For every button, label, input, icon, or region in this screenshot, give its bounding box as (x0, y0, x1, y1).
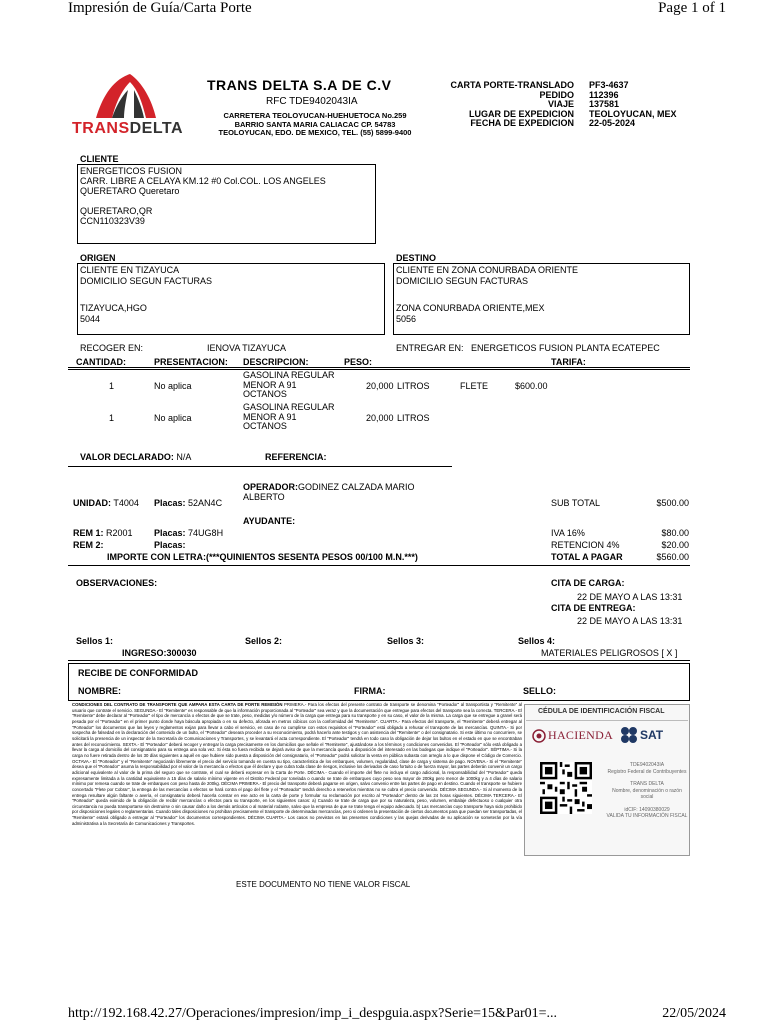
total-label: TOTAL A PAGAR (551, 552, 623, 562)
item-importe: $600.00 (515, 381, 548, 391)
importe-letra: IMPORTE CON LETRA:(***QUINIENTOS SESENTA PESOS 00/100 M.N.***) (107, 552, 418, 562)
firma-label: FIRMA: (354, 686, 386, 696)
print-title: Impresión de Guía/Carta Porte (68, 0, 252, 16)
sellos-3: Sellos 3: (387, 636, 425, 646)
header-label: LUGAR DE EXPEDICION (468, 108, 574, 119)
cedula-denominacion: Nombre, denominación o razón social (612, 787, 682, 800)
cedula-nombre: TRANS DELTA (630, 781, 664, 787)
cedula-title: CÉDULA DE IDENTIFICACIÓN FISCAL (538, 708, 665, 715)
item-unidad: LITROS (397, 413, 430, 423)
rem2-placas-label: Placas: (154, 540, 186, 550)
valor-rule (68, 466, 452, 467)
header-value: PF3-4637 (589, 80, 629, 90)
transdelta-logo (72, 72, 190, 138)
header-label: FECHA DE EXPEDICION (470, 118, 574, 128)
cedula-rfc: TDE9402043IA (629, 762, 665, 768)
header-label: CARTA PORTE-TRANSLADO (450, 80, 574, 90)
entregar-label: ENTREGAR EN: (396, 343, 464, 353)
importe-rule (68, 565, 690, 566)
sellos-4: Sellos 4: (518, 636, 556, 646)
cliente-lines: ENERGETICOS FUSION CARR. LIBRE A CELAYA KM.12 #0 Col.COL. LOS ANGELES QUERETARO Queretaro QUERETARO,QR CCN110323V39 (80, 166, 326, 226)
origen-label: ORIGEN (80, 253, 116, 263)
col-peso: PESO: (344, 357, 373, 367)
ayudante-label: AYUDANTE: (243, 516, 296, 526)
ingreso: INGRESO:300030 (122, 648, 197, 658)
sellos-1: Sellos 1: (76, 636, 114, 646)
sellos-2: Sellos 2: (245, 636, 283, 646)
col-presentacion: PRESENTACION: (154, 357, 228, 367)
item-peso: 20,000 (366, 381, 394, 391)
nombre-label: NOMBRE: (78, 686, 121, 696)
sello-label: SELLO: (523, 686, 556, 696)
header-info-values (589, 81, 677, 129)
company-rfc: RFC TDE9402043IA (266, 96, 358, 107)
logo-delta-icon (72, 72, 190, 120)
operador: OPERADOR:GODINEZ CALZADA MARIO ALBERTO (243, 482, 415, 502)
referencia-label: REFERENCIA: (265, 452, 327, 462)
origen-lines: CLIENTE EN TIZAYUCA DOMICILIO SEGUN FACTURAS TIZAYUCA,HGO 5044 (80, 265, 213, 324)
company-address: CARRETERA TEOLOYUCAN-HUEHUETOCA No.259 BARRIO SANTA MARIA CALIACAC CP. 54783 TEOLOYUCAN, EDO. DE MEXICO, TEL. (55) 5899-9400 (218, 111, 412, 137)
item-presentacion: No aplica (154, 381, 192, 391)
sat-icon (620, 726, 638, 744)
recoger-label: RECOGER EN: (80, 343, 144, 353)
header-label: VIAJE (547, 99, 574, 109)
company-name: TRANS DELTA S.A DE C.V (207, 77, 392, 93)
hacienda-logo: HACIENDA (532, 725, 610, 749)
no-valor-fiscal: ESTE DOCUMENTO NO TIENE VALOR FISCAL (236, 880, 411, 889)
cedula-valida: VALIDA TU INFORMACIÓN FISCAL (606, 813, 688, 819)
header-label: PEDIDO (539, 89, 574, 100)
subtotal-label: SUB TOTAL (551, 498, 601, 508)
unidad-placas: Placas: 52AN4C (154, 498, 223, 508)
destino-label: DESTINO (396, 253, 437, 263)
cliente-label: CLIENTE (80, 154, 119, 164)
hacienda-eagle-icon (532, 727, 546, 745)
header-value: 22-05-2024 (589, 118, 636, 128)
retencion-label: RETENCION 4% (551, 540, 620, 550)
conditions-text: CONDICIONES DEL CONTRATO DE TRANSPORTE QUE AMPARA ESTA CARTA DE PORTE REMISIÓN PRIMERA.- Para los efectos del presente contrato de transporte se denomina "Porteador" al transportista y "Remitente" al usuario que contrate el servicio. SEGUNDA.- El "Remitente" es responsable de que la información proporcionada al "Porteador" sea veraz y que la documentación que entregue para efectos del transporte sea la correcta. TERCERA.- El "Remitente" debe declarar al "Porteador" el tipo de mercancía o efectos de que se trate, peso, medidas y/o número de la carga que entrega para su transporte y en su caso, el valor de la misma. La carga que se entregue a granel será pesada por el "Porteador" en el primer punto donde haya báscula apropiada o en su defecto, aforada en metros cúbicos con la conformidad del "Remitente". CUARTA.- Para efectos del transporte, el "Remitente" deberá entregar al "Porteador" los documentos que las leyes y reglamentos exijan para llevar a cabo el servicio, en caso de no cumplirse con estos requisitos el "Porteador" está obligado a rehusar el transporte de las mercancías. QUINTA.- Si por sospecha de falsedad en la declaración del contenido de un bulto, el "Porteador" deseara proceder a su reconocimiento, podrá hacerlo ante testigos y con asistencia del "Remitente" o del consignatario. Si este último no concurriere, se solicitará la presencia de un inspector de la Secretaría de Comunicaciones y Transportes, y se levantará el acta correspondiente. El "Porteador" tendrá en todo caso la obligación de dejar los bultos en el estado en que se encontraban antes del reconocimiento. SEXTA.- El "Porteador" deberá recoger y entregar la carga precisamente en los domicilios que señale el "Remitente", ajustándose a los términos y condiciones convenidos. El "Porteador" sólo está obligado a llevar la carga al domicilio del consignatario para su entrega una sola vez. Si ésta no fuera recibida se dejará aviso de que la mercancía queda a disposición del interesado en las bodegas que indique el "Porteador". SÉPTIMA.- Si la carga no fuere retirada dentro de los 30 días siguientes a aquél en que hubiere sido puesta a disposición del consignatario, el "Porteador" podrá solicitar la venta en pública subasta con arreglo a lo que dispone el Código de Comercio. OCTAVA.- El "Porteador" y el "Remitente" negociarán libremente el precio del servicio tomando en cuenta su tipo, característica de los embarques, volumen, regularidad, clase de carga y sistema de pago. NOVENA.- Si el "Remitente" desea que el "Porteador" asuma la responsabilidad por el valor de la mercancía o efectos que él declare y que cubra toda clase de riesgos, inclusive los derivados de caso fortuito o de fuerza mayor, las partes deberán convenir un cargo adicional equivalente al valor de la prima del seguro que se contrate, el cual se deberá expresar en la Carta de Porte. DÉCIMA.- Cuando el importe del flete no incluya el cargo adicional, la responsabilidad del "Porteador" queda expresamente limitada a la cantidad equivalente a 15 días de salario mínimo vigente en el Distrito Federal por tonelada o cuando se trate de embarques cuyo peso sea mayor de 200kg pero menor de 1000kg y a 4 días de salario mínimo por remesa cuando se trate de embarques con peso hasta de 200kg. DÉCIMA PRIMERA.- El precio del transporte deberá pagarse en origen, salvo convenio entre las partes de pago en destino. Cuando el transporte se hubiere concertado "Flete por Cobrar", la entrega de las mercancías o efectos se hará contra el pago del flete y el "Porteador" tendrá derecho a retenerlos mientras no se cubra el precio convenido. DÉCIMA SEGUNDA.- Si al momento de la entrega resultare algún faltante o avería, el consignatario deberá hacerla constar en ese acto en la carta de porte y formular su reclamación por escrito al "Porteador" dentro de las 24 horas siguientes. DÉCIMA TERCERA.- El "Porteador" queda eximido de la obligación de recibir mercancías o efectos para su transporte, en los siguientes casos: a) Cuando se trate de carga que por su naturaleza, peso, volumen, embalaje defectuoso o cualquier otra circunstancia no pueda transportarse sin destruirse o sin causar daño a los demás artículos o al material rodante, salvo que la empresa de que se trate tenga el equipo adecuado. b) Las mercancías cuyo transporte haya sido prohibido por disposiciones legales o reglamentarias. Cuando tales disposiciones no prohiban precisamente el transporte de determinadas mercancías, pero si ordenen la presentación de ciertos documentos para que puedan ser transportadas, el "Remitente" estará obligado a entregar al "Porteador" los documentos correspondientes. DÉCIMA CUARTA.- Los casos no previstos en las presentes condiciones y las quejas derivadas de su aplicación se someterán por la vía administrativa a la Secretaría de Comunicaciones y Transportes. (72, 702, 522, 826)
item-descripcion: GASOLINA REGULAR MENOR A 91 OCTANOS (243, 402, 335, 431)
cita-entrega-value: 22 DE MAYO A LAS 13:31 (577, 616, 683, 626)
entregar-value: ENERGETICOS FUSION PLANTA ECATEPEC (471, 343, 660, 353)
col-descripcion: DESCRIPCION: (243, 357, 309, 367)
recoger-value: IENOVA TIZAYUCA (207, 343, 287, 353)
print-page-count: Page 1 of 1 (658, 0, 726, 16)
cedula-details (606, 762, 688, 820)
items-header-rule (68, 367, 690, 368)
rem1-placas: Placas: 74UG8H (154, 528, 224, 538)
item-concepto: FLETE (460, 381, 489, 391)
destino-lines: CLIENTE EN ZONA CONURBADA ORIENTE DOMICILIO SEGUN FACTURAS ZONA CONURBADA ORIENTE,MEX 5056 (396, 265, 579, 324)
materiales-peligrosos: MATERIALES PELIGROSOS [ X ] (541, 648, 678, 658)
rem1-row: REM 1: R2001 (73, 528, 133, 538)
item-cantidad: 1 (109, 413, 115, 423)
cita-carga-label: CITA DE CARGA: (551, 578, 625, 588)
unidad-row: UNIDAD: T4004 (73, 498, 139, 508)
cedula-registro: Registro Federal de Contribuyentes (607, 768, 687, 775)
cedula-idcif: idCIF: 14090380029 (624, 806, 670, 813)
observaciones-label: OBSERVACIONES: (76, 578, 158, 588)
valor-declarado: VALOR DECLARADO: N/A (80, 452, 192, 462)
subtotal-value: $500.00 (656, 498, 689, 508)
item-unidad: LITROS (397, 381, 430, 391)
logo-text-delta: DELTA (129, 120, 184, 137)
iva-label: IVA 16% (551, 528, 585, 538)
item-descripcion: GASOLINA REGULAR MENOR A 91 OCTANOS (243, 370, 335, 399)
item-presentacion: No aplica (154, 413, 192, 423)
header-info-labels (440, 81, 574, 129)
qr-code-icon (540, 762, 592, 814)
header-value: 137581 (589, 99, 620, 109)
logo-text-trans: TRANS (72, 120, 130, 137)
cedula-rule (526, 720, 688, 721)
col-cantidad: CANTIDAD: (76, 357, 126, 367)
col-tarifa: TARIFA: (551, 357, 586, 367)
sellos-rule (68, 660, 690, 661)
item-cantidad: 1 (109, 381, 115, 391)
header-value: 112396 (589, 89, 619, 100)
iva-value: $80.00 (661, 528, 689, 538)
retencion-value: $20.00 (661, 540, 689, 550)
conformidad-label: RECIBE DE CONFORMIDAD (78, 668, 199, 678)
item-peso: 20,000 (366, 413, 394, 423)
print-date: 22/05/2024 (662, 1006, 726, 1021)
sat-logo: SAT (620, 726, 684, 746)
total-value: $560.00 (656, 552, 689, 562)
rem2-label: REM 2: (73, 540, 104, 550)
print-url: http://192.168.42.27/Operaciones/impresion/imp_i_despguia.aspx?Serie=15&Par01=... (68, 1006, 557, 1021)
cita-carga-value: 22 DE MAYO A LAS 13:31 (577, 592, 683, 602)
items-header-rule (68, 369, 690, 370)
header-value: TEOLOYUCAN, MEX (589, 108, 677, 119)
cita-entrega-label: CITA DE ENTREGA: (551, 603, 636, 613)
